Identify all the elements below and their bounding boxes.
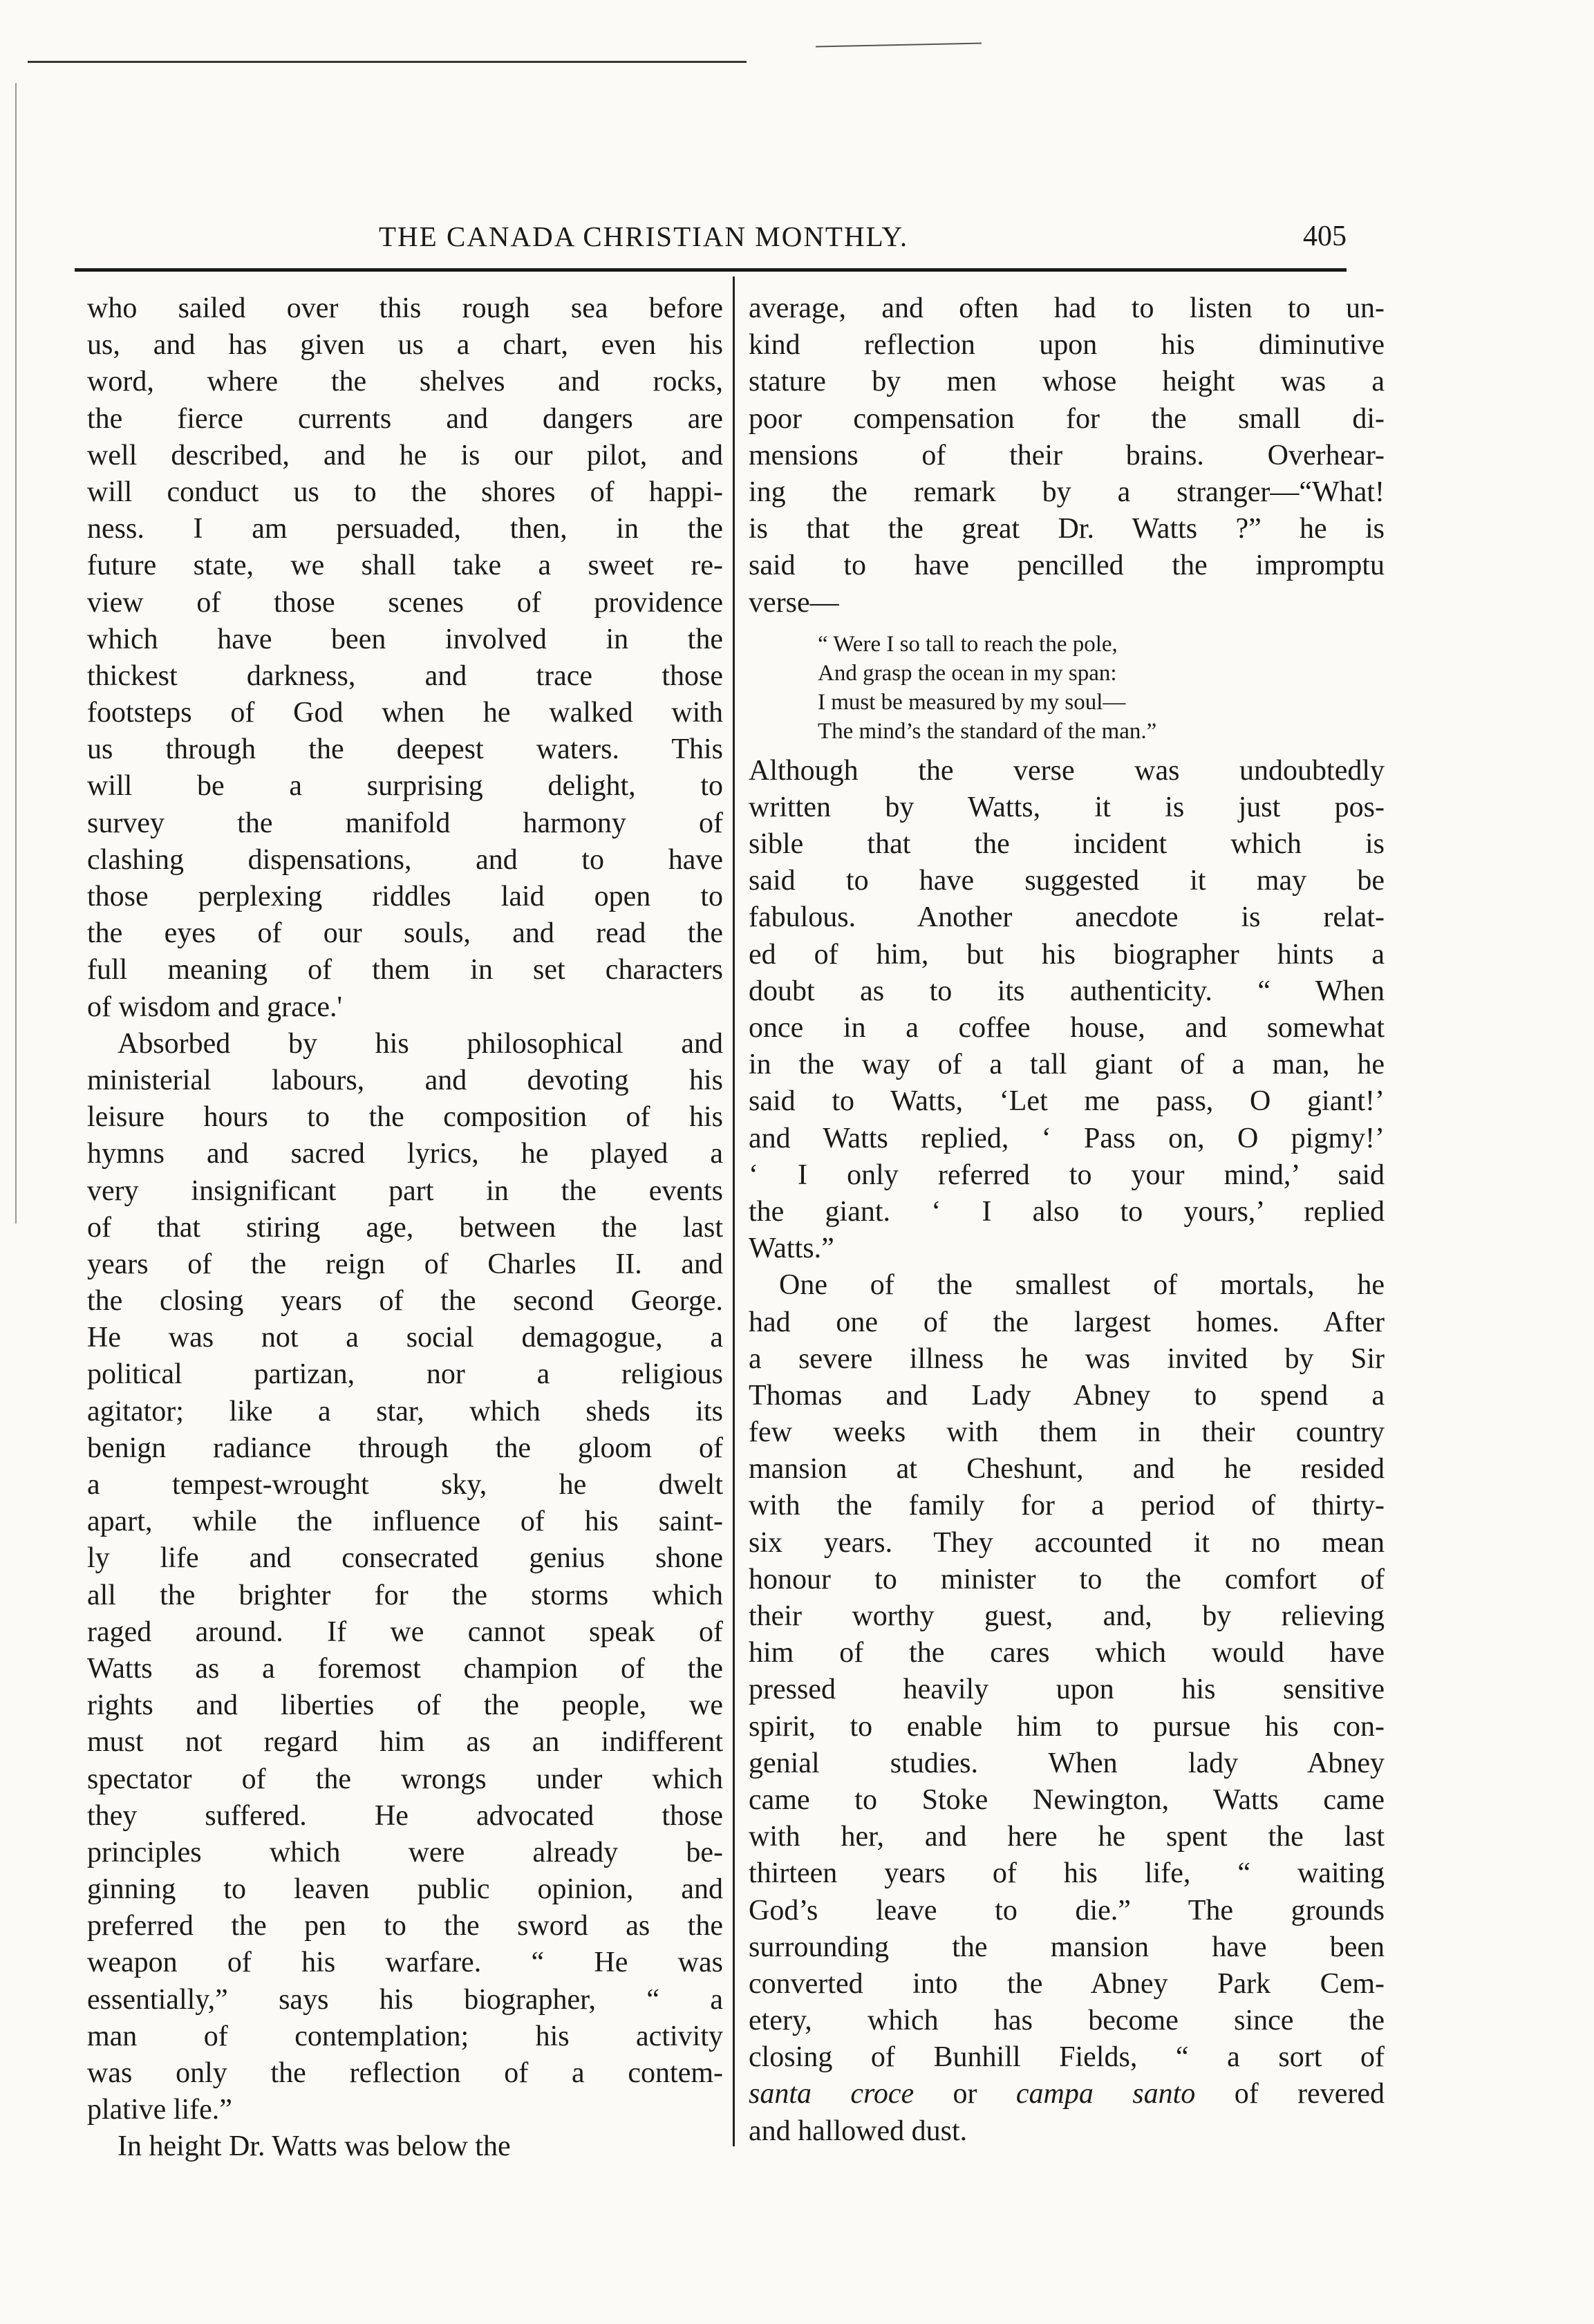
text-line: well described, and he is our pilot, and — [87, 439, 723, 471]
text-line: God’s leave to die.” The grounds — [749, 1894, 1385, 1927]
column-divider — [733, 277, 735, 2146]
text-line: doubt as to its authenticity. “ When — [749, 975, 1385, 1007]
text-line: converted into the Abney Park Cem- — [749, 1967, 1385, 2000]
text-line: rights and liberties of the people, we — [87, 1689, 723, 1722]
text-line: thirteen years of his life, “ waiting — [749, 1857, 1385, 1890]
text-line: ministerial labours, and devoting his — [87, 1064, 723, 1096]
text-line: plative life.” — [87, 2094, 232, 2126]
text-line: those perplexing riddles laid open to — [87, 881, 723, 912]
top-rule — [28, 61, 747, 63]
text-line: preferred the pen to the sword as the — [87, 1910, 723, 1942]
text-line: spectator of the wrongs under which — [87, 1763, 723, 1795]
text-line: Watts.” — [749, 1233, 834, 1265]
right-column — [749, 290, 1385, 2150]
text-line: average, and often had to listen to un- — [749, 292, 1385, 324]
verse-line: I must be measured by my soul— — [818, 689, 1126, 715]
text-line: etery, which has become since the — [749, 2005, 1385, 2037]
text-line: future state, we shall take a sweet re- — [87, 550, 723, 582]
text-line: ed of him, but his biographer hints a — [749, 938, 1385, 971]
text-line: years of the reign of Charles II. and — [87, 1248, 723, 1280]
verse-line: And grasp the ocean in my span: — [818, 660, 1117, 686]
text-line: honour to minister to the comfort of — [749, 1563, 1385, 1595]
text-line: a tempest-wrought sky, he dwelt — [87, 1469, 723, 1501]
top-rule-fragment — [816, 42, 982, 47]
text-line: with the family for a period of thirty- — [749, 1490, 1385, 1522]
text-line: few weeks with them in their country — [749, 1416, 1385, 1449]
text-line: came to Stoke Newington, Watts came — [749, 1783, 1385, 1816]
text-line: Watts as a foremost champion of the — [87, 1652, 723, 1685]
text-line: genial studies. When lady Abney — [749, 1747, 1385, 1779]
text-line: which have been involved in the — [87, 623, 723, 655]
header-rule — [75, 268, 1347, 272]
text-line: benign radiance through the gloom of — [87, 1432, 723, 1464]
text-line: their worthy guest, and, by relieving — [749, 1600, 1385, 1632]
text-line: they suffered. He advocated those — [87, 1799, 723, 1832]
text-line: closing of Bunhill Fields, “ a sort of — [749, 2041, 1385, 2074]
text-line: the giant. ‘ I also to yours,’ replied — [749, 1195, 1385, 1228]
text-line: of wisdom and grace.' — [87, 991, 343, 1023]
text-line: In height Dr. Watts was below the — [118, 2130, 511, 2163]
right-column-top — [749, 290, 1385, 621]
text-line: is that the great Dr. Watts ?” he is — [749, 513, 1385, 545]
text-line: ing the remark by a stranger—“What! — [749, 476, 1385, 508]
text-line: the fierce currents and dangers are — [87, 402, 723, 435]
text-line: spirit, to enable him to pursue his con- — [749, 1710, 1385, 1743]
text-line: Although the verse was undoubtedly — [749, 754, 1385, 787]
text-line: principles which were already be- — [87, 1836, 723, 1868]
text-line: us through the deepest waters. This — [87, 733, 723, 766]
text-line: Thomas and Lady Abney to spend a — [749, 1379, 1385, 1412]
text-line: and Watts replied, ‘ Pass on, O pigmy!’ — [749, 1122, 1385, 1154]
text-line: raged around. If we cannot speak of — [87, 1615, 723, 1648]
verse-line: “ Were I so tall to reach the pole, — [818, 631, 1118, 657]
text-line: him of the cares which would have — [749, 1637, 1385, 1669]
text-line: who sailed over this rough sea before — [87, 292, 723, 324]
text-line: essentially,” says his biographer, “ a — [87, 1983, 723, 2016]
page-header — [75, 220, 1347, 268]
text-line: all the brighter for the storms which — [87, 1579, 723, 1611]
text-line: and hallowed dust. — [749, 2115, 968, 2147]
text-line: mensions of their brains. Overhear- — [749, 439, 1385, 471]
text-line: Absorbed by his philosophical and — [118, 1027, 723, 1060]
text-line: agitator; like a star, which sheds its — [87, 1395, 723, 1427]
text-line: survey the manifold harmony of — [87, 807, 723, 839]
verse-line: The mind’s the standard of the man.” — [818, 718, 1157, 744]
text-line: sible that the incident which is — [749, 828, 1385, 861]
text-line: pressed heavily upon his sensitive — [749, 1674, 1385, 1706]
page-number: 405 — [1303, 221, 1347, 252]
text-line: had one of the largest homes. After — [749, 1306, 1385, 1338]
text-line: word, where the shelves and rocks, — [87, 366, 723, 398]
text-line: of that stiring age, between the last — [87, 1211, 723, 1244]
text-line: poor compensation for the small di- — [749, 402, 1385, 435]
text-line: will conduct us to the shores of happi- — [87, 476, 723, 508]
text-line: clashing dispensations, and to have — [87, 843, 723, 876]
text-line: One of the smallest of mortals, he — [779, 1269, 1385, 1302]
text-line: six years. They accounted it no mean — [749, 1526, 1385, 1559]
text-line: ness. I am persuaded, then, in the — [87, 513, 723, 545]
text-line: ‘ I only referred to your mind,’ said — [749, 1159, 1385, 1191]
text-line: written by Watts, it is just pos- — [749, 791, 1385, 823]
page-edge — [15, 83, 17, 1224]
text-line: once in a coffee house, and somewhat — [749, 1012, 1385, 1044]
text-line: a severe illness he was invited by Sir — [749, 1342, 1385, 1375]
text-line: footsteps of God when he walked with — [87, 697, 723, 729]
text-line: weapon of his warfare. “ He was — [87, 1947, 723, 1979]
text-line: He was not a social demagogue, a — [87, 1322, 723, 1354]
text-line: us, and has given us a chart, even his — [87, 329, 723, 362]
text-line: santa croce or campa santo of revered — [749, 2078, 1385, 2110]
text-line: ginning to leaven public opinion, and — [87, 1873, 723, 1906]
text-line: thickest darkness, and trace those — [87, 659, 723, 692]
text-line: said to Watts, ‘Let me pass, O giant!’ — [749, 1085, 1385, 1118]
text-line: ly life and consecrated genius shone — [87, 1542, 723, 1575]
text-line: said to have suggested it may be — [749, 865, 1385, 897]
text-line: verse— — [749, 586, 839, 619]
left-column — [87, 290, 723, 2166]
text-line: leisure hours to the composition of his — [87, 1101, 723, 1134]
text-line: in the way of a tall giant of a man, he — [749, 1049, 1385, 1081]
text-line: the eyes of our souls, and read the — [87, 917, 723, 950]
text-line: hymns and sacred lyrics, he played a — [87, 1138, 723, 1170]
text-line: said to have pencilled the impromptu — [749, 550, 1385, 582]
text-line: will be a surprising delight, to — [87, 770, 723, 803]
text-line: view of those scenes of providence — [87, 586, 723, 619]
text-line: fabulous. Another anecdote is relat- — [749, 901, 1385, 934]
verse-block — [749, 630, 1385, 746]
text-line: with her, and here he spent the last — [749, 1821, 1385, 1853]
text-line: man of contemplation; his activity — [87, 2020, 723, 2052]
text-line: apart, while the influence of his saint- — [87, 1506, 723, 1538]
running-title: THE CANADA CHRISTIAN MONTHLY. — [379, 221, 909, 252]
text-line: full meaning of them in set characters — [87, 954, 723, 986]
text-line: very insignificant part in the events — [87, 1174, 723, 1207]
text-line: political partizan, nor a religious — [87, 1358, 723, 1391]
text-line: was only the reflection of a contem- — [87, 2057, 723, 2089]
text-line: the closing years of the second George. — [87, 1285, 723, 1318]
text-line: mansion at Cheshunt, and he resided — [749, 1453, 1385, 1486]
text-line: surrounding the mansion have been — [749, 1931, 1385, 1963]
text-line: kind reflection upon his diminutive — [749, 329, 1385, 362]
text-line: stature by men whose height was a — [749, 366, 1385, 398]
text-line: must not regard him as an indifferent — [87, 1726, 723, 1759]
right-column-bottom — [749, 753, 1385, 2150]
